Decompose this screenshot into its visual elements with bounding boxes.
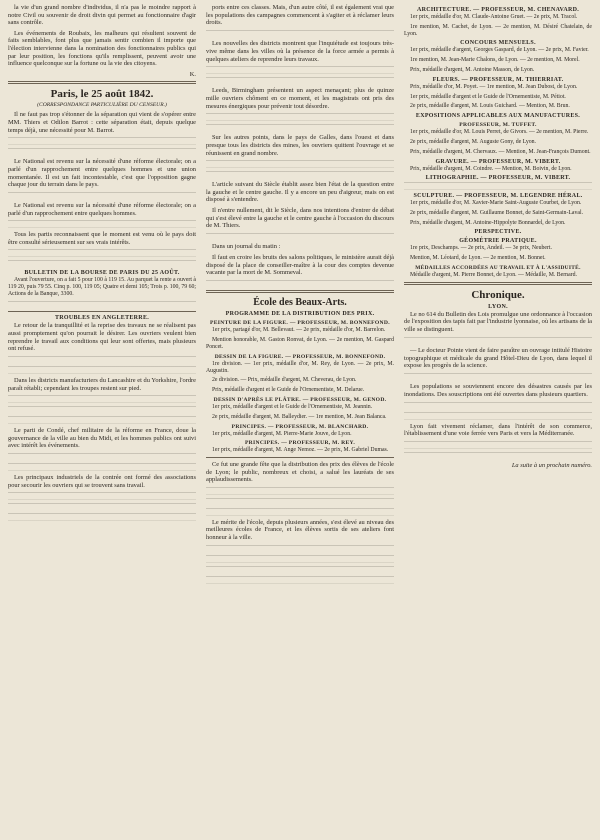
dateline-heading: Paris, le 25 août 1842. bbox=[50, 88, 154, 101]
text-lines bbox=[404, 337, 592, 345]
section-heading: EXPOSITIONS APPLICABLES AUX MANUFACTURES. bbox=[415, 113, 581, 120]
text-lines bbox=[206, 66, 394, 74]
paragraph: Le National est revenu sur la nécessité d'une réforme électorale; on a parlé d'un rapprochement entre quelques hommes. bbox=[8, 202, 196, 217]
paragraph: Les principaux industriels de la contrée ont formé des associations pour secourir les ouvriers qui se trouvent sans travail. bbox=[8, 473, 196, 489]
chronique-heading: Chronique. bbox=[471, 288, 525, 301]
paragraph: Les populations se souviennent encore des désastres causés par les inondations. Des souscriptions ont été ouvertes dans plusieurs quartiers. bbox=[404, 383, 592, 399]
divider bbox=[206, 290, 394, 293]
paragraph: Le National est revenu sur la nécessité d'une réforme électorale; on a parlé d'un rapprochement entre quelques hommes et une union momentanée. Il est un fait incontestable, c'est que l'opposition gagne chaque jour du terrain dans le pays. bbox=[8, 158, 196, 189]
paragraph: Lyon fait vivement réclamer, dans l'intérêt de son commerce, l'établissement d'une voie ferrée vers Paris et vers la Méditerranée. bbox=[404, 422, 592, 438]
text-lines bbox=[8, 453, 196, 461]
paragraph: Les événements de Roubaix, les malheurs qui résultent souvent de faits semblables, font plus que jamais sentir combien il importe que l'élection intervienne dans la nomination des fonctionnaires publics qui par leur position, les fonctions qu'ils remplissent, peuvent avoir une influence quelconque sur la fortune ou la vie des citoyens. bbox=[8, 29, 196, 68]
divider bbox=[206, 457, 394, 458]
column-2 bbox=[206, 4, 394, 834]
section-heading: PRINCIPES. — PROFESSEUR, M. BLANCHARD. bbox=[231, 423, 369, 430]
prize-line: 1er prix, médaille d'or, M. Claude-Antoine Gruet. — 2e prix, M. Tracol. bbox=[410, 14, 578, 20]
paragraph: Les nouvelles des districts montrent que l'inquiétude est toujours très-vive même dans les villes où la présence de la force armée a permis à quelques ateliers de reprendre leurs travaux. bbox=[206, 40, 394, 63]
prize-line: 1re division. — 1er prix, médaille d'or, M. Rey, de Lyon. — 2e prix, M. Augustin. bbox=[206, 360, 394, 374]
programme-heading: PROGRAMME DE LA DISTRIBUTION DES PRIX. bbox=[225, 311, 375, 318]
column-3 bbox=[404, 4, 592, 834]
paragraph: ports entre ces classes. Mais, d'un autre côté, il est également vrai que les populations des campagnes commencent à s'agiter et à réclamer leurs droits. bbox=[206, 4, 394, 27]
paragraph: Le parti de Condé, chef militaire de la réforme en France, doue la gouvernance de la ville au bien du Midi, et les hommes publics ont suivi avec intérêt les événements. bbox=[8, 426, 196, 450]
text-lines bbox=[404, 373, 592, 381]
prize-line: 1re mention, M. Jean-Marie Chalons, de Lyon. — 2e mention, M. Morel. bbox=[410, 57, 580, 64]
paragraph: Ce fut une grande fête que la distribution des prix des élèves de l'école de Lyon; le public, nombreux et choisi, a salué les lauréats de ses applaudissements. bbox=[206, 461, 394, 484]
beaux-arts-heading: École des Beaux-Arts. bbox=[253, 297, 347, 309]
section-heading: PERSPECTIVE. bbox=[474, 229, 522, 236]
section-heading: GRAVURE. — PROFESSEUR, M. VIBERT. bbox=[435, 158, 561, 165]
paragraph: Dans les districts manufacturiers du Lancashire et du Yorkshire, l'ordre paraît rétabli; cependant les troupes restent sur pied. bbox=[8, 376, 196, 392]
section-heading: DESSIN D'APRÈS LE PLÂTRE. — PROFESSEUR, M. GENOD. bbox=[213, 396, 387, 403]
paragraph: Il n'entre nullement, dit le Siècle, dans nos intentions d'entrer de débat qui s'est élevé entre la gauche et le centre gauche à l'occasion du discours de M. Thiers. bbox=[206, 207, 394, 230]
text-lines bbox=[206, 124, 394, 132]
signature: K. bbox=[189, 70, 196, 78]
text-lines bbox=[206, 566, 394, 574]
prize-line: 2e prix, médaille d'argent, M. Auguste Gony, de Lyon. bbox=[410, 138, 536, 145]
text-lines bbox=[206, 77, 394, 85]
prize-line: 1er prix, médaille d'or, M. Louis Perret, de Givors. — 2e mention, M. Pierre. bbox=[410, 129, 589, 136]
section-heading: GÉOMÉTRIE PRATIQUE. bbox=[459, 238, 537, 245]
bourse-heading: BULLETIN DE LA BOURSE DE PARIS DU 25 AOÛT. bbox=[24, 270, 180, 277]
section-heading: LITHOGRAPHIE. — PROFESSEUR, M. VIBERT. bbox=[425, 175, 571, 182]
text-lines bbox=[8, 137, 196, 145]
text-lines bbox=[206, 113, 394, 121]
paragraph: Le no 614 du Bulletin des Lois promulgue une ordonnance à l'occasion de l'exposition des tapis fait par l'industrie lyonnaise, où les artisans de la ville se distinguent. bbox=[404, 310, 592, 333]
text-lines bbox=[8, 366, 196, 374]
bourse-text: Avant l'ouverture, on a fait 5 pour 100 à 119 15. Au parquet la rente a ouvert à 119 20, puis 79 55. Cinq p. 100, 119 05; Quatre et demi 105; Trois p. 100, 79 60; Actions de la Banque, 3300. bbox=[8, 277, 196, 298]
prize-line: Mention, M. Léotard, de Lyon. — 2e mention, M. Bonnet. bbox=[410, 255, 546, 262]
paragraph: Dans un journal du matin : bbox=[212, 243, 281, 251]
prize-line: 1er prix, médaille d'argent, M. Pierre-Marie Jouve, de Lyon. bbox=[212, 430, 352, 437]
divider bbox=[8, 311, 196, 312]
paragraph: Leeds, Birmingham présentent un aspect menaçant; plus de quinze mille ouvriers chôment en ce moment, et les magistrats ont pris des mesures énergiques pour prévenir tout désordre. bbox=[206, 87, 394, 110]
prize-line: 1er prix, médaille d'argent et le Guide de l'Ornementiste, M. Jeannin. bbox=[212, 403, 373, 410]
paragraph: Sur les autres points, dans le pays de Galles, dans l'ouest et dans presque tous les districts des mines, les ouvriers quittent l'ouvrage et se réunissent en grand nombre. bbox=[206, 134, 394, 157]
text-lines bbox=[206, 280, 394, 288]
prize-line: 1er prix, partagé d'or, M. Bellevaut. — 2e prix, médaille d'or, M. Barrelon. bbox=[212, 327, 386, 334]
section-heading: SCULPTURE. — PROFESSEUR, M. LEGENDRE HÉRAL. bbox=[413, 192, 583, 199]
prize-line: Prix, médaille d'or, M. Poyet. — 1re mention, M. Jean Dubost, de Lyon. bbox=[410, 83, 578, 90]
prize-line: Prix, médaille d'argent, M. Antoine-Hippolyte Bonnardel, de Lyon. bbox=[410, 219, 566, 226]
text-lines bbox=[8, 220, 196, 228]
text-lines bbox=[206, 30, 394, 38]
paragraph: Le mérite de l'école, depuis plusieurs années, s'est élevé au niveau des meilleures écoles de France, et les élèves sortis de ses ateliers font honneur à la ville. bbox=[206, 518, 394, 541]
text-lines bbox=[8, 503, 196, 511]
section-heading: PEINTURE DE LA FIGURE. — PROFESSEUR, M. BONNEFOND. bbox=[210, 320, 390, 327]
prize-line: Prix, médaille d'argent et le Guide de l'Ornementiste, M. Delarue. bbox=[212, 387, 365, 394]
section-subheading: PROFESSEUR, M. TUFFET. bbox=[459, 122, 537, 129]
text-lines bbox=[404, 441, 592, 449]
text-lines bbox=[206, 487, 394, 495]
paragraph: Il ne faut pas trop s'étonner de la séparation qui vient de s'opérer entre MM. Thiers et Odilon Barrot : cette séparation était, depuis quelque temps déjà, une nécessité pour M. Barrot. bbox=[8, 111, 196, 134]
text-lines bbox=[206, 555, 394, 563]
text-lines bbox=[206, 160, 394, 168]
text-lines bbox=[404, 452, 592, 460]
prize-line: 1er prix, médaille d'argent, Georges Gaspard, de Lyon. — 2e prix, M. Favier. bbox=[410, 47, 589, 54]
text-lines bbox=[206, 171, 394, 179]
prize-line: 2e division. — Prix, médaille d'argent, M. Cheverau, de Lyon. bbox=[212, 377, 357, 384]
paragraph: — Le docteur Pointe vient de faire paraître un ouvrage intitulé Histoire topographique et médicale du grand Hôtel-Dieu de Lyon, dans lequel il expose les progrès de la science. bbox=[404, 347, 592, 370]
text-lines bbox=[8, 249, 196, 257]
prize-line: 1er prix, médaille d'argent et le Guide de l'Ornementiste, M. Pétiot. bbox=[410, 93, 566, 100]
prize-line: Médaille d'argent, M. Pierre Bonnet, de Lyon. — Médaille, M. Bernard. bbox=[410, 271, 577, 278]
section-heading: DESSIN DE LA FIGURE. — PROFESSEUR, M. BONNEFOND. bbox=[214, 353, 386, 360]
correspondence-note: (CORRESPONDANCE PARTICULIÈRE DU CENSEUR.) bbox=[37, 102, 167, 109]
column-1 bbox=[8, 4, 196, 834]
section-heading: ARCHITECTURE. — PROFESSEUR, M. CHENAVARD. bbox=[416, 7, 580, 13]
prize-line: 1er prix, médaille d'or, M. Xavier-Marie Saint-Auguste Courbet, de Lyon. bbox=[410, 199, 582, 206]
paragraph: la vie d'un grand nombre d'individus, il n'a pas le moindre rapport à notre Civil ou souvenir de droit divin qui permet au fonctionnaire d'agir sans contrôle. bbox=[8, 4, 196, 27]
text-lines bbox=[8, 416, 196, 424]
text-lines bbox=[206, 508, 394, 516]
paragraph: Le retour de la tranquillité et la reprise des travaux ne se réalisent pas aussi promptement qu'on pourrait le désirer. Les ouvriers veulent bien reprendre le travail aux conditions qui leur sont offertes, mais plusieurs ont refusé. bbox=[8, 322, 196, 353]
text-lines bbox=[8, 260, 196, 268]
prize-line: 2e prix, médaille d'argent, M. Louis Guichard. — Mention, M. Brun. bbox=[410, 103, 570, 110]
section-heading: PRINCIPES. — PROFESSEUR, M. REY. bbox=[244, 440, 356, 447]
paragraph: L'article suivant du Siècle établit assez bien l'état de la question entre la gauche et le centre gauche. Il y a encore un peu d'aigreur, mais on est disposé à s'entendre. bbox=[206, 181, 394, 204]
prize-line: 2e prix, médaille d'argent, M. Balleydier. — 1re mention, M. Jean Balanca. bbox=[212, 413, 387, 420]
prize-line: 1re prix, Deschamps. — 2e prix, Andeil. — 3e prix, Neubert. bbox=[410, 245, 552, 252]
text-lines bbox=[8, 192, 196, 200]
section-heading: CONCOURS MENSUELS. bbox=[460, 40, 536, 47]
text-lines bbox=[206, 576, 394, 584]
text-lines bbox=[8, 513, 196, 521]
section-heading: TROUBLES EN ANGLETERRE. bbox=[54, 315, 150, 322]
text-lines bbox=[8, 148, 196, 156]
text-lines bbox=[8, 395, 196, 403]
text-lines bbox=[8, 406, 196, 414]
text-lines bbox=[8, 356, 196, 364]
paragraph: Tous les partis reconnaissent que le moment est venu où le pays doit être consulté sérieusement sur ses vrais intérêts. bbox=[8, 231, 196, 246]
prize-line: Prix, médaille d'argent, M. Antoine Masson, de Lyon. bbox=[410, 66, 535, 73]
text-lines bbox=[206, 545, 394, 553]
text-lines bbox=[206, 233, 394, 241]
prize-line: Mention honorable, M. Gaston Ronvat, de Lyon. — 2e mention, M. Gaspard Poncet. bbox=[206, 337, 394, 350]
prize-line: 2e prix, médaille d'argent, M. Guillaume Bonnet, de Saint-Germain-Laval. bbox=[410, 209, 584, 216]
prize-line: Prix, médaille d'argent, M. Chervaux. — Mention, M. Jean-François Dumont. bbox=[410, 148, 591, 155]
text-lines bbox=[8, 301, 196, 309]
text-lines bbox=[404, 182, 592, 190]
divider bbox=[404, 282, 592, 285]
continuation-note: La suite à un prochain numéro. bbox=[511, 462, 592, 470]
paragraph: Il faut en croire les bruits des salons politiques, le ministère aurait déjà disposé de la place de conseiller-maître à la cour des comptes devenue vacante par la mort de M. Sommeval. bbox=[206, 254, 394, 277]
section-heading: MÉDAILLES ACCORDÉES AU TRAVAIL ET À L'ASSIDUITÉ. bbox=[415, 264, 581, 271]
divider bbox=[8, 81, 196, 84]
text-lines bbox=[404, 412, 592, 420]
city-heading: LYON. bbox=[488, 303, 508, 310]
column-grid bbox=[8, 4, 592, 834]
text-lines bbox=[404, 402, 592, 410]
prize-line: 1er prix, médaille d'argent, M. Ange Nemoz. — 2e prix, M. Gabriel Dumas. bbox=[212, 447, 389, 454]
text-lines bbox=[206, 498, 394, 506]
text-lines bbox=[8, 492, 196, 500]
prize-line: Prix, médaille d'argent, M. Coindre. — Mention, M. Boivin, de Lyon. bbox=[410, 165, 572, 172]
text-lines bbox=[8, 463, 196, 471]
section-heading: FLEURS. — PROFESSEUR, M. THIERRIAT. bbox=[432, 76, 564, 83]
prize-line: 1re mention, M. Cachet, de Lyon. — 2e mention, M. Désiré Chatelain, de Lyon. bbox=[404, 23, 592, 37]
